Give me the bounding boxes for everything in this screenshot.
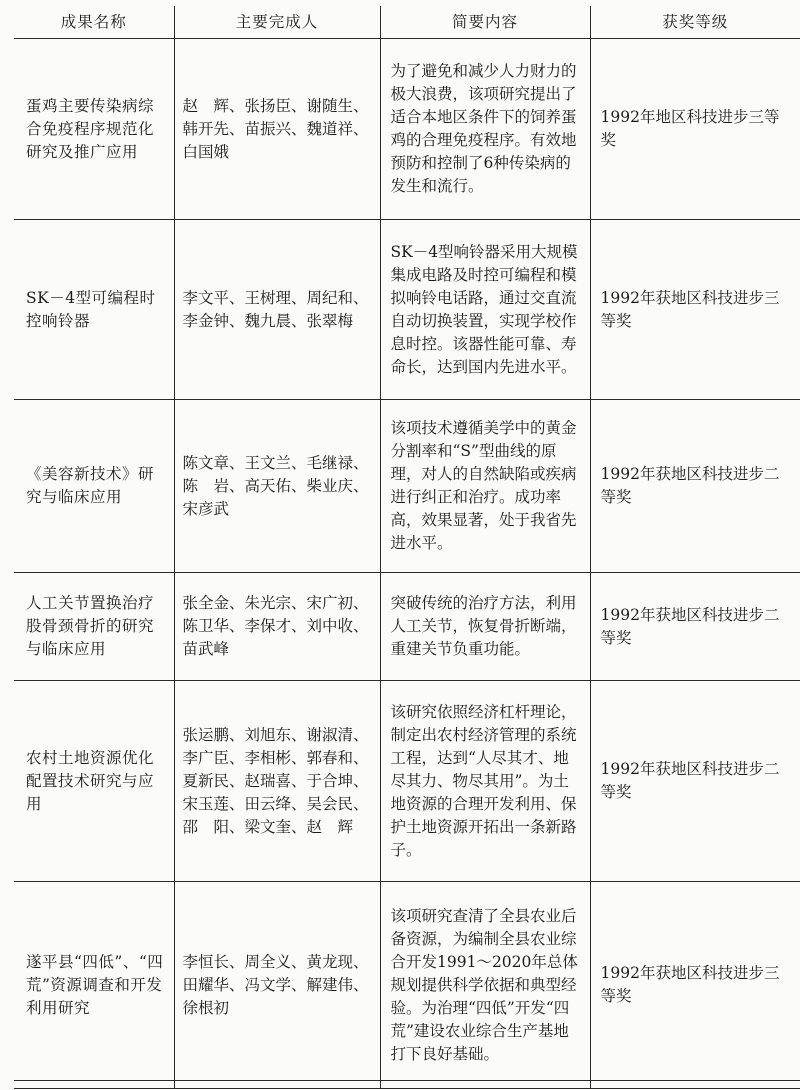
table-row <box>14 882 800 1089</box>
contributors: 李恒长、周全义、黄龙现、田耀华、冯文学、解建伟、徐根初 <box>174 882 380 1089</box>
contributors: 张全金、朱光宗、宋广初、陈卫华、李保才、刘中收、苗武峰 <box>174 573 380 681</box>
table-header-row <box>14 6 800 39</box>
award-level: 1992年获地区科技进步三等奖 <box>590 220 800 400</box>
brief-content: 该项技术遵循美学中的黄金分割率和“S”型曲线的原理，对人的自然缺陷或疾病进行纠正和治疗。成功率高，效果显著，处于我省先进水平。 <box>380 400 590 573</box>
award-level: 1992年获地区科技进步三等奖 <box>590 882 800 1089</box>
header-award-level: 获奖等级 <box>590 6 800 39</box>
achievement-name: 蛋鸡主要传染病综合免疫程序规范化研究及推广应用 <box>14 39 174 220</box>
brief-content: 为了避免和减少人力财力的极大浪费，该项研究提出了适合本地区条件下的饲养蛋鸡的合理免疫程序。有效地预防和控制了6种传染病的发生和流行。 <box>380 39 590 220</box>
brief-content: 该研究依照经济杠杆理论，制定出农村经济管理的系统工程，达到“人尽其才、地尽其力、物尽其用”。为土地资源的合理开发利用、保护土地资源开拓出一条新路子。 <box>380 681 590 882</box>
awards-table <box>14 6 800 1089</box>
contributors: 赵 辉、张扬臣、谢随生、韩开先、苗振兴、魏道祥、白国娥 <box>174 39 380 220</box>
header-brief-content: 简要内容 <box>380 6 590 39</box>
table-row <box>14 573 800 681</box>
achievement-name: SK－4型可编程时控响铃器 <box>14 220 174 400</box>
contributors: 张运鹏、刘旭东、谢淑清、李广臣、李相彬、郭春和、夏新民、赵瑞喜、于合坤、宋玉莲、田云绛、吴会民、邵 阳、梁文奎、赵 辉 <box>174 681 380 882</box>
table-row <box>14 400 800 573</box>
table-row <box>14 39 800 220</box>
award-level: 1992年获地区科技进步二等奖 <box>590 681 800 882</box>
brief-content: 该项研究查清了全县农业后备资源，为编制全县农业综合开发1991～2020年总体规划提供科学依据和典型经验。为治理“四低”开发“四荒”建设农业综合生产基地打下良好基础。 <box>380 882 590 1089</box>
achievement-name: 遂平县“四低”、“四荒”资源调查和开发利用研究 <box>14 882 174 1089</box>
header-achievement-name: 成果名称 <box>14 6 174 39</box>
header-main-contributors: 主要完成人 <box>174 6 380 39</box>
brief-content: SK－4型响铃器采用大规模集成电路及时控可编程和模拟响铃电话路，通过交直流自动切换装置，实现学校作息时控。该器性能可靠、寿命长，达到国内先进水平。 <box>380 220 590 400</box>
contributors: 李文平、王树理、周纪和、李金钟、魏九晨、张翠梅 <box>174 220 380 400</box>
bottom-rule <box>14 1080 800 1081</box>
achievement-name: 《美容新技术》研究与临床应用 <box>14 400 174 573</box>
award-level: 1992年获地区科技进步二等奖 <box>590 573 800 681</box>
table-row <box>14 220 800 400</box>
award-level: 1992年获地区科技进步二等奖 <box>590 400 800 573</box>
brief-content: 突破传统的治疗方法，利用人工关节，恢复骨折断端，重建关节负重功能。 <box>380 573 590 681</box>
achievement-name: 农村土地资源优化配置技术研究与应用 <box>14 681 174 882</box>
contributors: 陈文章、王文兰、毛继禄、陈 岩、高天佑、柴业庆、宋彦武 <box>174 400 380 573</box>
achievement-name: 人工关节置换治疗股骨颈骨折的研究与临床应用 <box>14 573 174 681</box>
table-row <box>14 681 800 882</box>
award-level: 1992年地区科技进步三等奖 <box>590 39 800 220</box>
